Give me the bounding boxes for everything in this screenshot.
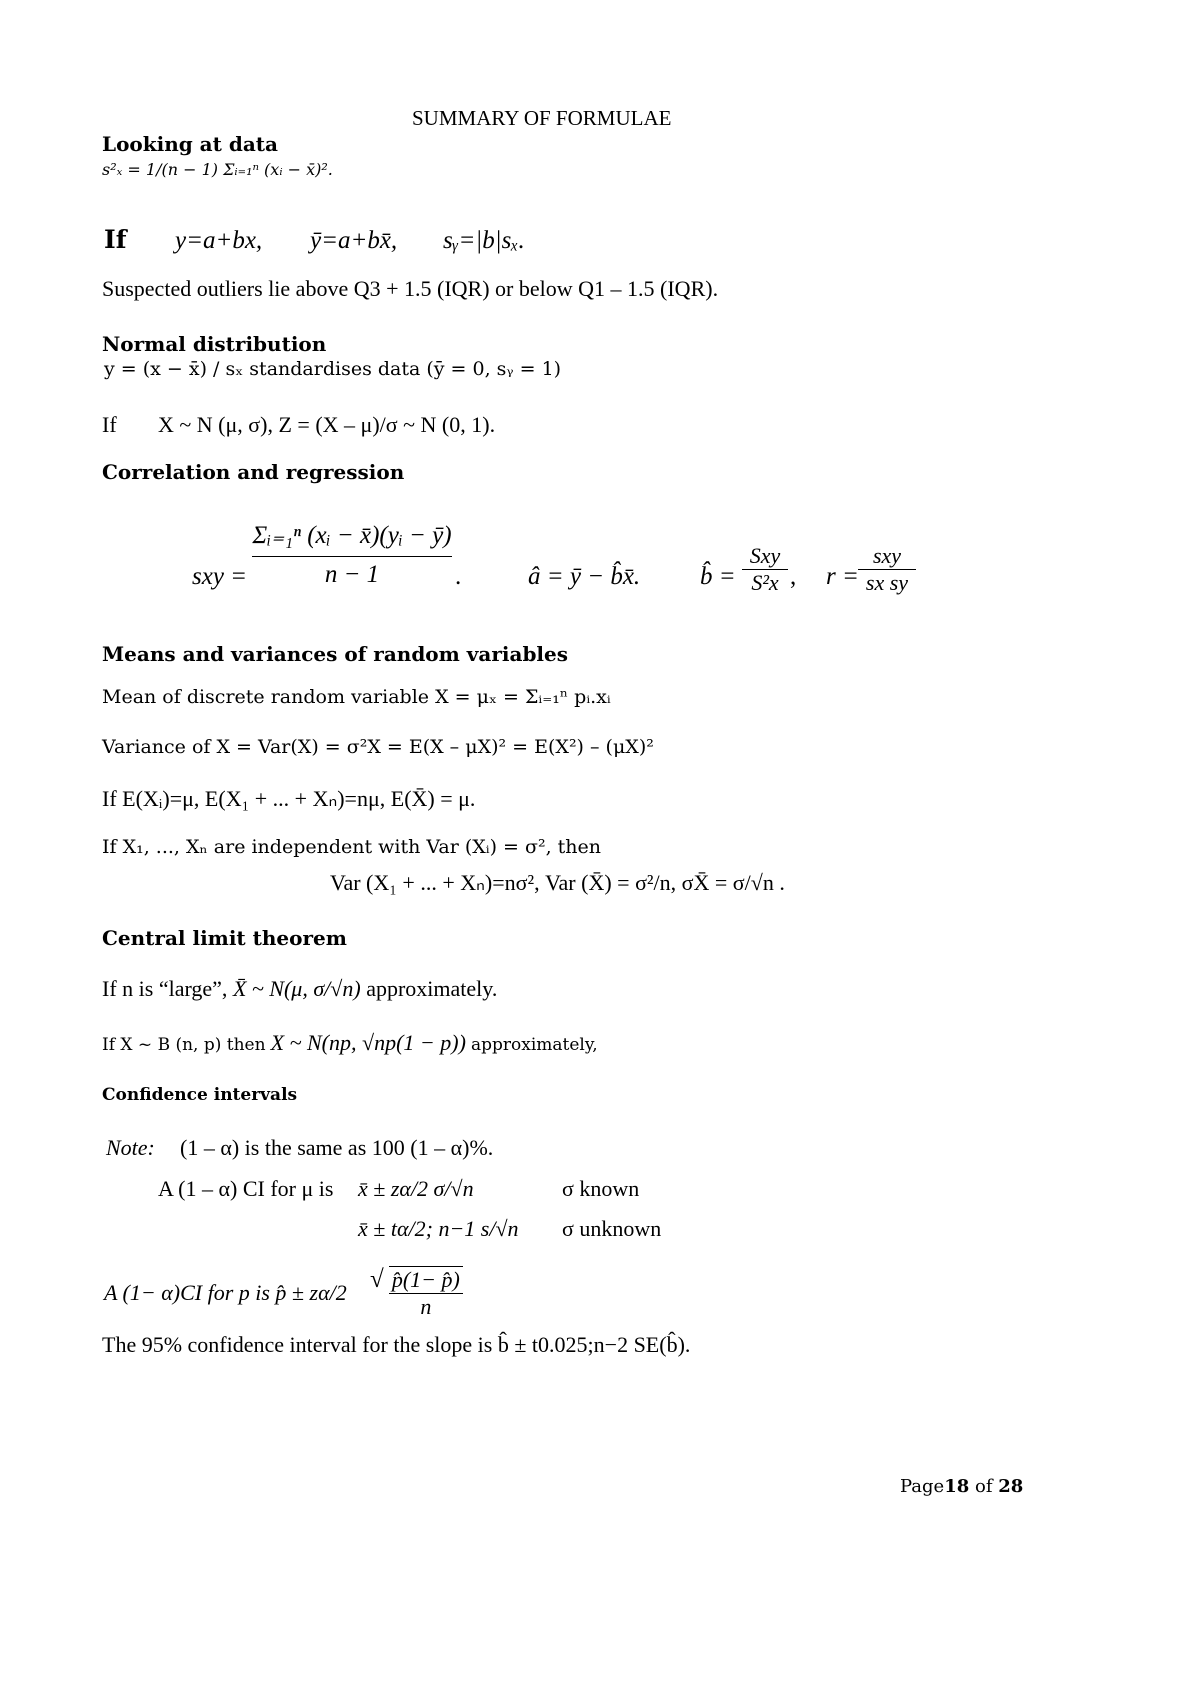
heading-looking-at-data: Looking at data [102, 132, 278, 156]
page-title: SUMMARY OF FORMULAE [412, 106, 672, 130]
mu-ci-unknown-label: σ unknown [562, 1216, 662, 1241]
r-label: r = [826, 563, 859, 590]
clt-binomial-line [102, 1030, 598, 1056]
r-numerator: sxy [858, 543, 916, 570]
sqrt-symbol: √ [370, 1266, 384, 1293]
sxy-period: . [455, 563, 462, 590]
b-hat-comma: , [790, 563, 797, 590]
sxy-label: sxy = [192, 563, 248, 590]
mu-ci-label: A (1 – α) CI for μ is [158, 1176, 334, 1201]
slope-ci-text: The 95% confidence interval for the slope is b̂ ± t0.025;n−2 SE(b̂). [102, 1332, 691, 1357]
r-fraction [858, 543, 916, 596]
linear-ybar-formula: ȳ=a+bx̄, [310, 227, 398, 254]
heading-central-limit-theorem: Central limit theorem [102, 926, 347, 950]
mean-discrete-formula: Mean of discrete random variable X = μₓ = Σᵢ₌₁ⁿ pᵢ.xᵢ [102, 686, 611, 708]
p-ci-numerator: p̂(1− p̂) [389, 1267, 463, 1294]
heading-confidence-intervals: Confidence intervals [102, 1085, 298, 1105]
page-footer [900, 1476, 1023, 1497]
independent-text: If X₁, ..., Xₙ are independent with Var (Xᵢ) = σ², then [102, 836, 602, 858]
page-number: 18 [944, 1476, 970, 1497]
p-ci-denominator: n [420, 1294, 432, 1319]
of-label: of [975, 1476, 993, 1497]
normal-if-label: If [102, 412, 117, 437]
b-hat-label: b̂ = [700, 563, 736, 590]
sxy-fraction [252, 520, 452, 589]
clt-large-line [102, 976, 497, 1002]
linear-if-label: If [104, 225, 127, 254]
z-standardise-formula: X ~ N (μ, σ), Z = (X – μ)/σ ~ N (0, 1). [158, 412, 496, 437]
sxy-numerator: Σᵢ₌₁ⁿ (xᵢ − x̄)(yᵢ − ȳ) [252, 520, 452, 557]
clt-binomial-suffix: approximately, [471, 1035, 598, 1055]
standardise-formula: y = (x − x̄) / sₓ standardises data (ȳ = 0, sᵧ = 1) [104, 358, 562, 380]
sample-variance-formula: s²ₓ = 1/(n − 1) Σᵢ₌₁ⁿ (xᵢ − x̄)². [102, 160, 333, 179]
clt-binomial-formula: X ~ N(np, √np(1 − p)) [270, 1030, 466, 1055]
linear-sy-formula: sᵧ=|b|sₓ. [443, 227, 525, 254]
b-hat-denominator: S²x [751, 570, 779, 595]
linear-y-formula: y=a+bx, [175, 227, 263, 254]
heading-normal-distribution: Normal distribution [102, 332, 327, 356]
b-hat-fraction [742, 543, 788, 596]
mu-ci-known-formula: x̄ ± zα/2 σ/√n [358, 1176, 474, 1201]
var-sum-formula: Var (X₁ + ... + Xₙ)=nσ², Var (X̄) = σ²/n, σX̄ = σ/√n . [330, 870, 785, 895]
note-label: Note: [106, 1135, 155, 1160]
p-ci-prefix: A (1− α)CI for p is p̂ ± zα/2 [104, 1280, 347, 1305]
p-ci-sqrt-fraction [370, 1266, 463, 1320]
heading-correlation-regression: Correlation and regression [102, 460, 405, 484]
mu-ci-known-label: σ known [562, 1176, 640, 1201]
note-text: (1 – α) is the same as 100 (1 – α)%. [180, 1135, 494, 1160]
r-denominator: sx sy [865, 570, 909, 595]
b-hat-numerator: Sxy [742, 543, 788, 570]
outliers-text: Suspected outliers lie above Q3 + 1.5 (IQR) or below Q1 – 1.5 (IQR). [102, 276, 719, 301]
expectation-formula: If E(Xᵢ)=μ, E(X₁ + ... + Xₙ)=nμ, E(X̄) = μ. [102, 786, 476, 811]
page-label: Page [900, 1476, 945, 1497]
clt-binomial-prefix: If X ~ B (n, p) then [102, 1035, 266, 1055]
total-pages: 28 [998, 1476, 1024, 1497]
heading-means-variances: Means and variances of random variables [102, 642, 569, 666]
mu-ci-unknown-formula: x̄ ± tα/2; n−1 s/√n [358, 1216, 519, 1241]
sxy-denominator: n − 1 [324, 561, 380, 588]
clt-large-prefix: If n is “large”, [102, 976, 228, 1001]
clt-large-suffix: approximately. [366, 976, 498, 1001]
clt-large-formula: X̄ ~ N(μ, σ/√n) [232, 976, 361, 1001]
a-hat-formula: â = ȳ − b̂x̄. [528, 563, 641, 590]
variance-formula: Variance of X = Var(X) = σ²X = E(X – μX)² = E(X²) – (μX)² [102, 736, 654, 758]
